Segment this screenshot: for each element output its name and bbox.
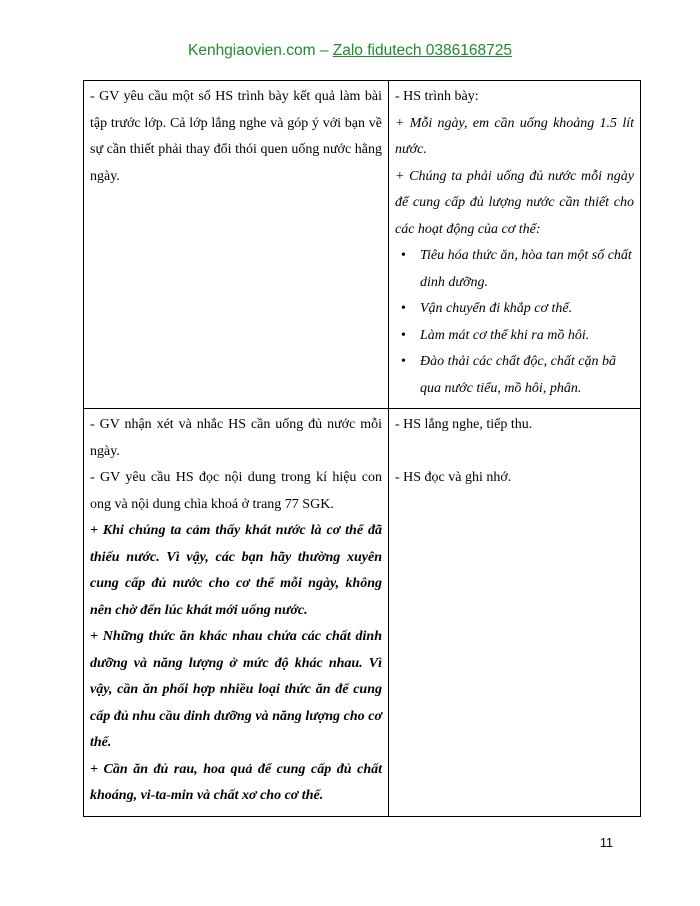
student-point: + Chúng ta phải uống đủ nước mỗi ngày để cung cấp đủ lượng nước cần thiết cho các hoạt động của cơ thể: xyxy=(395,168,634,237)
list-item-text: Tiêu hóa thức ăn, hòa tan một số chất dinh dưỡng. xyxy=(420,248,632,290)
student-cell xyxy=(389,81,641,409)
bullet-icon: • xyxy=(401,301,406,316)
key-note: + Những thức ăn khác nhau chứa các chất dinh dưỡng và năng lượng ở mức độ khác nhau. Vì vậy, cần ăn phối hợp nhiều loại thức ăn để cung cấp đủ nhu cầu dinh dưỡng và năng lượng cho cơ thể. xyxy=(90,629,382,750)
list-item-text: Vận chuyển đi khắp cơ thể. xyxy=(420,301,573,316)
list-item xyxy=(395,243,634,296)
zalo-link[interactable]: Zalo fidutech 0386168725 xyxy=(332,42,513,59)
list-item xyxy=(395,349,634,402)
list-item xyxy=(395,323,634,350)
list-item xyxy=(395,296,634,323)
lesson-table xyxy=(83,80,641,817)
bullet-icon: • xyxy=(401,354,406,369)
site-link[interactable]: Kenhgiaovien.com xyxy=(187,42,316,59)
teacher-cell xyxy=(84,81,389,409)
teacher-cell xyxy=(84,409,389,817)
student-response: - HS đọc và ghi nhớ. xyxy=(395,470,512,485)
student-bullet-list xyxy=(395,243,634,402)
student-intro: - HS trình bày: xyxy=(395,89,479,104)
list-item-text: Đào thải các chất độc, chất cặn bã qua nước tiểu, mồ hôi, phân. xyxy=(420,354,616,396)
header-separator: – xyxy=(315,42,333,59)
key-note: + Khi chúng ta cảm thấy khát nước là cơ thể đã thiếu nước. Vì vậy, các bạn hãy thường xuyên cung cấp đủ nước cho cơ thể mỗi ngày, không nên chờ đến lúc khát mới uống nước. xyxy=(90,523,382,618)
page-number: 11 xyxy=(600,836,613,850)
table-row xyxy=(84,409,641,817)
student-response: - HS lắng nghe, tiếp thu. xyxy=(395,417,533,432)
teacher-text: - GV nhận xét và nhắc HS cần uống đủ nước mỗi ngày. xyxy=(90,417,382,459)
student-cell xyxy=(389,409,641,817)
list-item-text: Làm mát cơ thể khi ra mồ hôi. xyxy=(420,327,590,343)
bullet-icon: • xyxy=(401,248,406,263)
student-point: + Mỗi ngày, em cần uống khoảng 1.5 lít nước. xyxy=(395,115,634,157)
page-header xyxy=(0,42,700,60)
teacher-text: - GV yêu cầu một số HS trình bày kết quả làm bài tập trước lớp. Cả lớp lắng nghe và góp ý với bạn về sự cần thiết phải thay đổi thói quen uống nước hằng ngày. xyxy=(90,89,382,184)
table-row xyxy=(84,81,641,409)
bullet-icon: • xyxy=(401,327,406,343)
key-note: + Cần ăn đủ rau, hoa quả để cung cấp đủ chất khoáng, vi-ta-min và chất xơ cho cơ thể. xyxy=(90,761,382,803)
teacher-text: - GV yêu cầu HS đọc nội dung trong kí hiệu con ong và nội dung chìa khoá ở trang 77 SGK. xyxy=(90,470,382,512)
spacer xyxy=(395,439,634,466)
